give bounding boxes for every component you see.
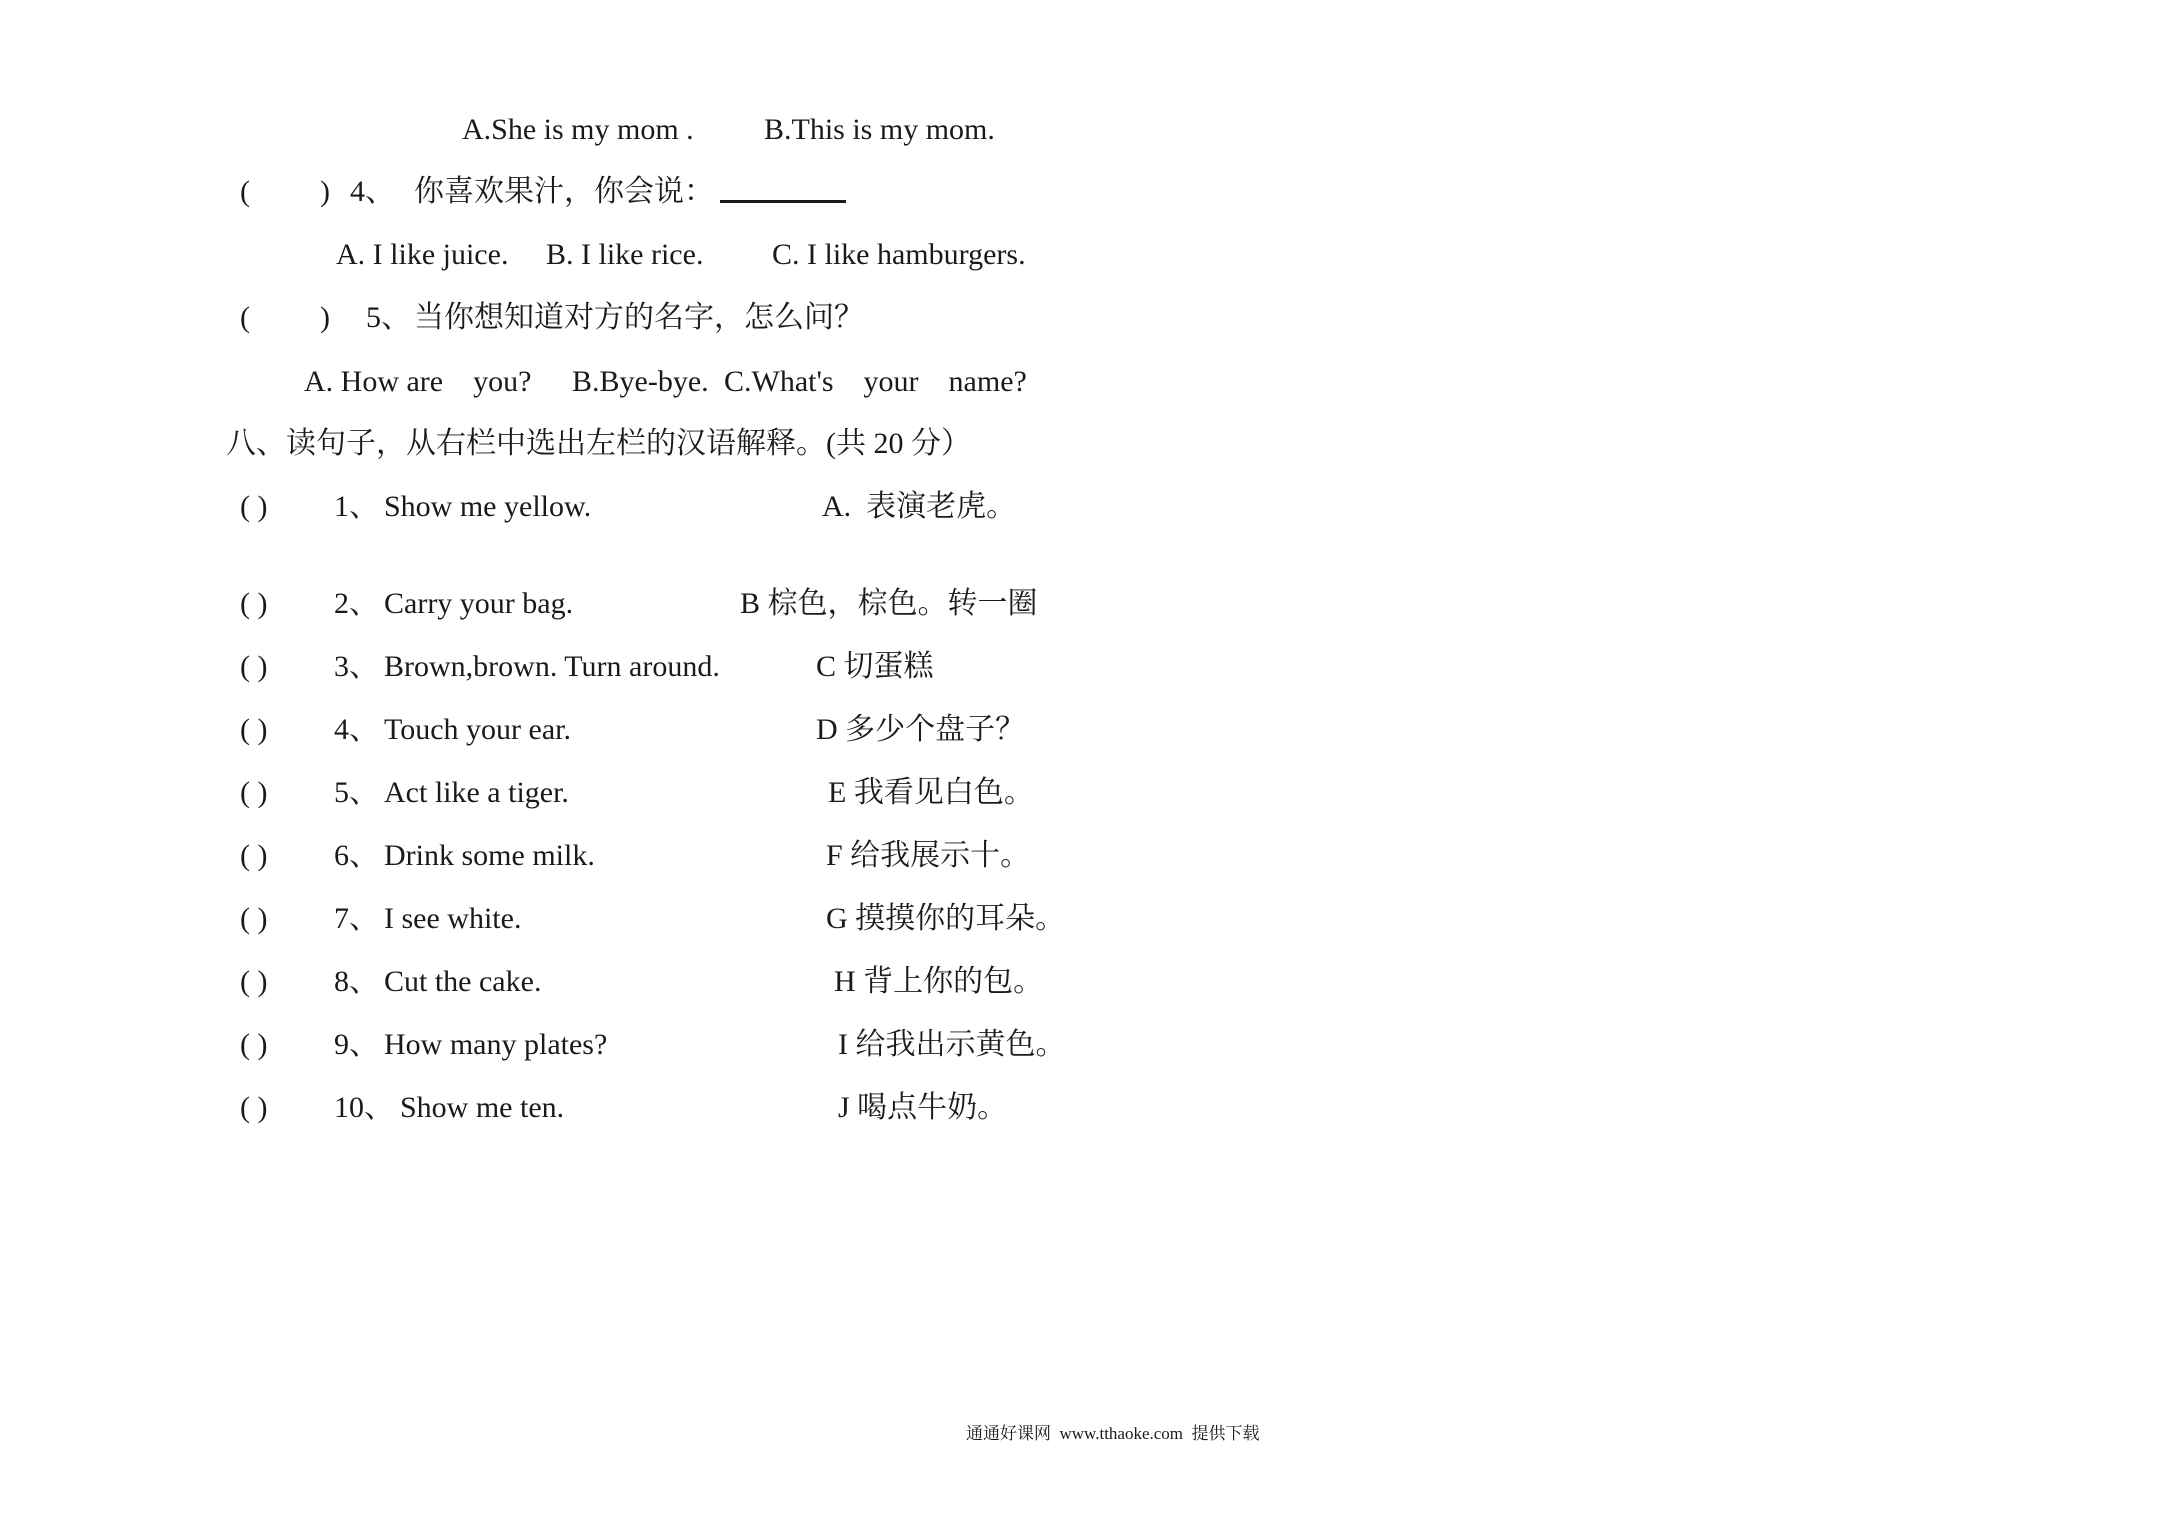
list-item-number: 5、 <box>334 776 379 809</box>
q4-paren-open: ( <box>240 175 250 208</box>
q5-option-c: C.What's your name? <box>724 365 1027 398</box>
list-item-number: 8、 <box>334 965 379 998</box>
list-item-match: A. 表演老虎。 <box>822 490 1017 523</box>
list-item-paren: ( ) <box>240 965 268 998</box>
answer-blank <box>720 198 846 203</box>
list-item-sentence: Cut the cake. <box>384 965 542 998</box>
list-item-number: 10、 <box>334 1091 394 1124</box>
list-item-sentence: I see white. <box>384 902 522 935</box>
q5-option-a: A. How are you? <box>304 365 532 398</box>
q3-option-a: A.She is my mom . <box>462 113 694 146</box>
list-item-match: I 给我出示黄色。 <box>838 1028 1066 1061</box>
list-item-number: 7、 <box>334 902 379 935</box>
footer-source: 通通好课网 www.tthaoke.com 提供下载 <box>966 1424 1260 1443</box>
q5-option-b: B.Bye-bye. <box>572 365 709 398</box>
list-item-match: B 棕色，棕色。转一圈 <box>740 587 1038 620</box>
list-item-sentence: Show me ten. <box>400 1091 565 1124</box>
list-item-match: E 我看见白色。 <box>828 776 1034 809</box>
list-item-paren: ( ) <box>240 839 268 872</box>
list-item-sentence: Touch your ear. <box>384 713 572 746</box>
q5-prompt: 当你想知道对方的名字，怎么问？ <box>414 301 864 334</box>
list-item-paren: ( ) <box>240 776 268 809</box>
list-item-paren: ( ) <box>240 490 268 523</box>
list-item-number: 4、 <box>334 713 379 746</box>
list-item-paren: ( ) <box>240 650 268 683</box>
list-item-sentence: Drink some milk. <box>384 839 595 872</box>
q4-number: 4、 <box>350 175 395 208</box>
list-item-paren: ( ) <box>240 713 268 746</box>
q5-paren-close: ) <box>320 301 330 334</box>
list-item-number: 2、 <box>334 587 379 620</box>
list-item-paren: ( ) <box>240 1028 268 1061</box>
list-item-sentence: Carry your bag. <box>384 587 574 620</box>
list-item-number: 9、 <box>334 1028 379 1061</box>
q4-option-c: C. I like hamburgers. <box>772 238 1026 271</box>
list-item-number: 3、 <box>334 650 379 683</box>
list-item-number: 6、 <box>334 839 379 872</box>
q5-number: 5、 <box>366 301 411 334</box>
q4-prompt <box>414 174 846 210</box>
list-item-sentence: How many plates? <box>384 1028 608 1061</box>
list-item-paren: ( ) <box>240 902 268 935</box>
q5-paren-open: ( <box>240 301 250 334</box>
list-item-paren: ( ) <box>240 1091 268 1124</box>
q4-option-b: B. I like rice. <box>546 238 704 271</box>
list-item-match: C 切蛋糕 <box>816 650 934 683</box>
q4-paren-close: ) <box>320 175 330 208</box>
list-item-match: F 给我展示十。 <box>826 839 1031 872</box>
q3-option-b: B.This is my mom. <box>764 113 995 146</box>
list-item-sentence: Brown,brown. Turn around. <box>384 650 720 683</box>
list-item-number: 1、 <box>334 490 379 523</box>
list-item-match: G 摸摸你的耳朵。 <box>826 902 1066 935</box>
list-item-sentence: Show me yellow. <box>384 490 592 523</box>
section-8-heading: 八、读句子，从右栏中选出左栏的汉语解释。(共 20 分） <box>226 427 971 460</box>
q4-prompt-text: 你喜欢果汁，你会说： <box>414 175 714 208</box>
list-item-match: J 喝点牛奶。 <box>838 1091 1008 1124</box>
list-item-sentence: Act like a tiger. <box>384 776 569 809</box>
list-item-match: H 背上你的包。 <box>834 965 1044 998</box>
q4-option-a: A. I like juice. <box>336 238 509 271</box>
list-item-paren: ( ) <box>240 587 268 620</box>
list-item-match: D 多少个盘子？ <box>816 713 1026 746</box>
